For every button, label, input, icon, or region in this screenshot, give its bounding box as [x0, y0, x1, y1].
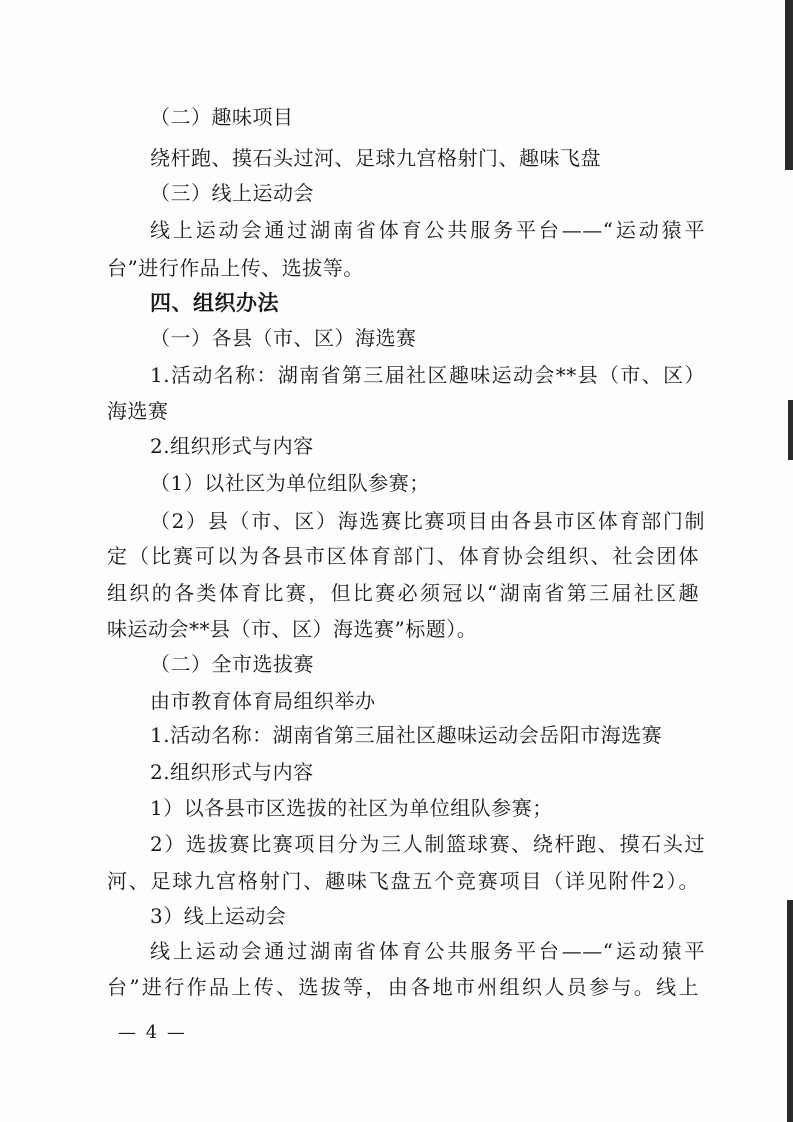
paragraph-line: 绕杆跑、摸石头过河、足球九宫格射门、趣味飞盘 — [150, 146, 601, 170]
paragraph-line: 由市教育体育局组织举办 — [150, 689, 376, 713]
paragraph-line: 2.组织形式与内容 — [150, 434, 314, 458]
subheading-online-games: （三）线上运动会 — [150, 181, 314, 205]
paragraph-line: （2）县（市、区）海选赛比赛项目由各县市区体育部门制 — [150, 509, 705, 533]
paragraph-line: 定（比赛可以为各县市区体育部门、体育协会组织、社会团体 — [107, 544, 699, 568]
paragraph-line: 2.组织形式与内容 — [150, 760, 314, 784]
paragraph-line: 1.活动名称：湖南省第三届社区趣味运动会**县（市、区） — [150, 363, 705, 387]
paragraph-line: 台”进行作品上传、选拔等。 — [107, 256, 364, 280]
paragraph-line: 组织的各类体育比赛，但比赛必须冠以“湖南省第三届社区趣 — [107, 581, 699, 605]
paragraph-line: 台”进行作品上传、选拔等，由各地市州组织人员参与。线上 — [107, 975, 699, 999]
scan-edge-mark — [788, 400, 793, 460]
paragraph-line: 线上运动会通过湖南省体育公共服务平台——“运动猿平 — [150, 939, 705, 963]
paragraph-line: 河、足球九宫格射门、趣味飞盘五个竞赛项目（详见附件2）。 — [107, 869, 699, 893]
paragraph-line: 2）选拔赛比赛项目分为三人制篮球赛、绕杆跑、摸石头过 — [150, 832, 705, 856]
page-number: — 4 — — [118, 1022, 187, 1043]
paragraph-line: 3）线上运动会 — [150, 904, 287, 928]
paragraph-line: （1）以社区为单位组队参赛； — [150, 471, 430, 495]
paragraph-line: 味运动会**县（市、区）海选赛”标题）。 — [107, 617, 478, 641]
subheading-city-selection: （二）全市选拔赛 — [150, 652, 314, 676]
scan-edge-mark — [785, 0, 793, 170]
subheading-fun-events: （二）趣味项目 — [150, 105, 294, 129]
section-heading-organization: 四、组织办法 — [150, 291, 279, 315]
subheading-county-selection: （一）各县（市、区）海选赛 — [150, 326, 417, 350]
paragraph-line: 1.活动名称：湖南省第三届社区趣味运动会岳阳市海选赛 — [150, 723, 663, 747]
paragraph-line: 线上运动会通过湖南省体育公共服务平台——“运动猿平 — [150, 218, 705, 242]
paragraph-line: 1）以各县市区选拔的社区为单位组队参赛； — [150, 796, 553, 820]
paragraph-line: 海选赛 — [107, 399, 169, 423]
scan-edge-mark — [787, 900, 793, 1122]
